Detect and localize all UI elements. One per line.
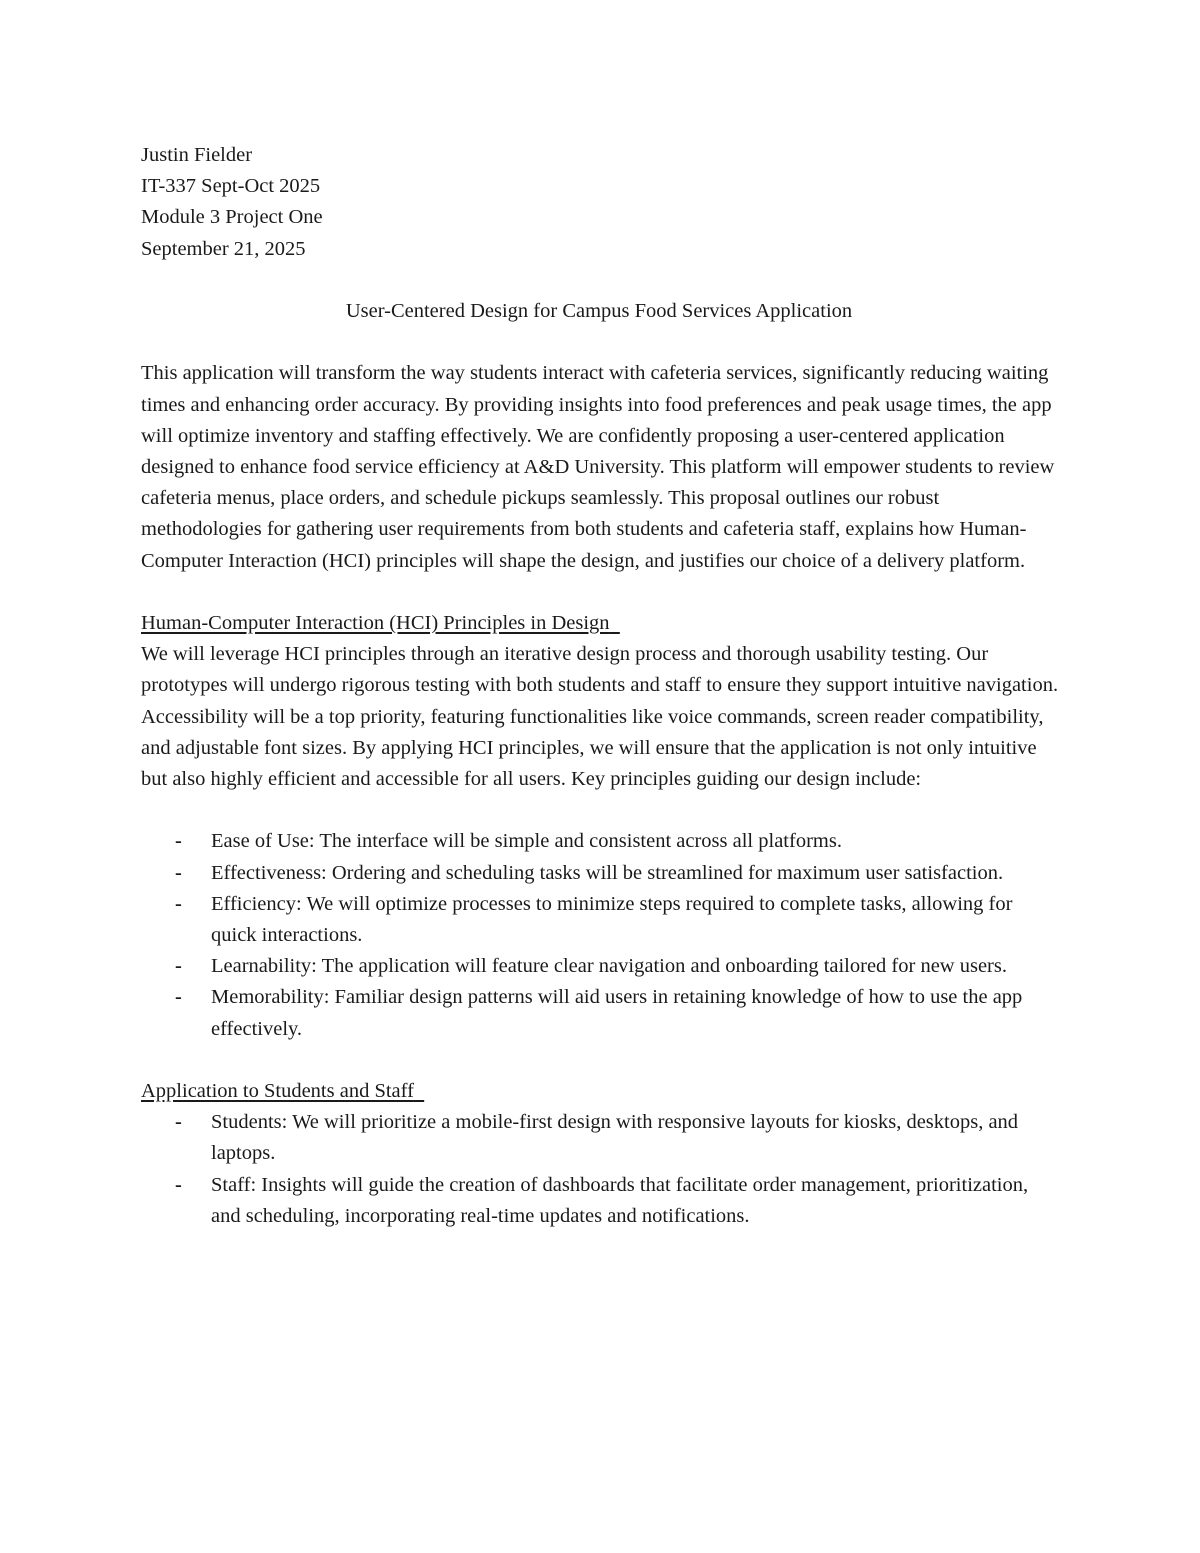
spacer (141, 265, 1061, 296)
document-title: User-Centered Design for Campus Food Services Application (345, 300, 853, 322)
list-item-text: Staff: Insights will guide the creation of dashboards that facilitate order management, prioritization, and scheduling, incorporating real-time updates and notifications. (211, 1173, 1029, 1227)
hci-section-heading (141, 608, 1061, 639)
intro-paragraph: This application will transform the way students interact with cafeteria services, significantly reducing waiting times and enhancing order accuracy. By providing insights into food preferences and peak usage times, the app will optimize inventory and staffing effectively. We are confidently proposing a user-centered application designed to enhance food service efficiency at A&D University. This platform will empower students to review cafeteria menus, place orders, and schedule pickups seamlessly. This proposal outlines our robust methodologies for gathering user requirements from both students and cafeteria staff, explains how Human-Computer Interaction (HCI) principles will shape the design, and justifies our choice of a delivery platform. (141, 362, 1055, 572)
list-item (141, 1170, 1061, 1232)
list-item-text: Students: We will prioritize a mobile-first design with responsive layouts for kiosks, desktops, and laptops. (211, 1111, 1019, 1165)
bullet-marker: - (175, 861, 182, 884)
application-list (141, 1107, 1061, 1232)
spacer (141, 795, 1061, 826)
bullet-marker: - (175, 830, 182, 853)
spacer (141, 327, 1061, 358)
hci-heading-text: Human-Computer Interaction (HCI) Principles in Design (141, 612, 610, 634)
list-item (141, 858, 1061, 889)
list-item-text: Effectiveness: Ordering and scheduling tasks will be streamlined for maximum user satisfaction. (211, 861, 1004, 884)
list-item (141, 951, 1061, 982)
list-item-text: Memorability: Familiar design patterns will aid users in retaining knowledge of how to use the app effectively. (211, 986, 1023, 1040)
bullet-marker: - (175, 892, 182, 915)
bullet-marker: - (175, 1173, 182, 1196)
list-item-text: Ease of Use: The interface will be simple and consistent across all platforms. (211, 830, 842, 853)
spacer (141, 1045, 1061, 1076)
application-heading-text: Application to Students and Staff (141, 1080, 414, 1103)
submission-date: September 21, 2025 (141, 237, 306, 260)
bullet-marker: - (175, 1111, 182, 1134)
hci-section-paragraph: We will leverage HCI principles through an iterative design process and thorough usability testing. Our prototypes will undergo rigorous testing with both students and staff to ensure they support intuitive navigation. Accessibility will be a top priority, featuring functionalities like voice commands, screen reader compatibility, and adjustable font sizes. By applying HCI principles, we will ensure that the application is not only intuitive but also highly efficient and accessible for all users. Key principles guiding our design include: (141, 643, 1059, 791)
list-item (141, 982, 1061, 1044)
list-item-text: Efficiency: We will optimize processes to minimize steps required to complete tasks, allowing for quick interactions. (211, 892, 1013, 947)
spacer (141, 577, 1061, 608)
list-item (141, 889, 1061, 951)
bullet-marker: - (175, 955, 182, 978)
application-section-heading (141, 1076, 1061, 1107)
list-item (141, 1107, 1061, 1169)
list-item-text: Learnability: The application will feature clear navigation and onboarding tailored for new users. (211, 955, 1007, 978)
hci-principles-list (141, 826, 1061, 1044)
course-code: IT-337 Sept-Oct 2025 (141, 175, 321, 198)
document-body (141, 140, 1061, 1232)
assignment-name: Module 3 Project One (141, 206, 323, 229)
bullet-marker: - (175, 986, 182, 1009)
author-name: Justin Fielder (141, 144, 253, 166)
list-item (141, 826, 1061, 857)
